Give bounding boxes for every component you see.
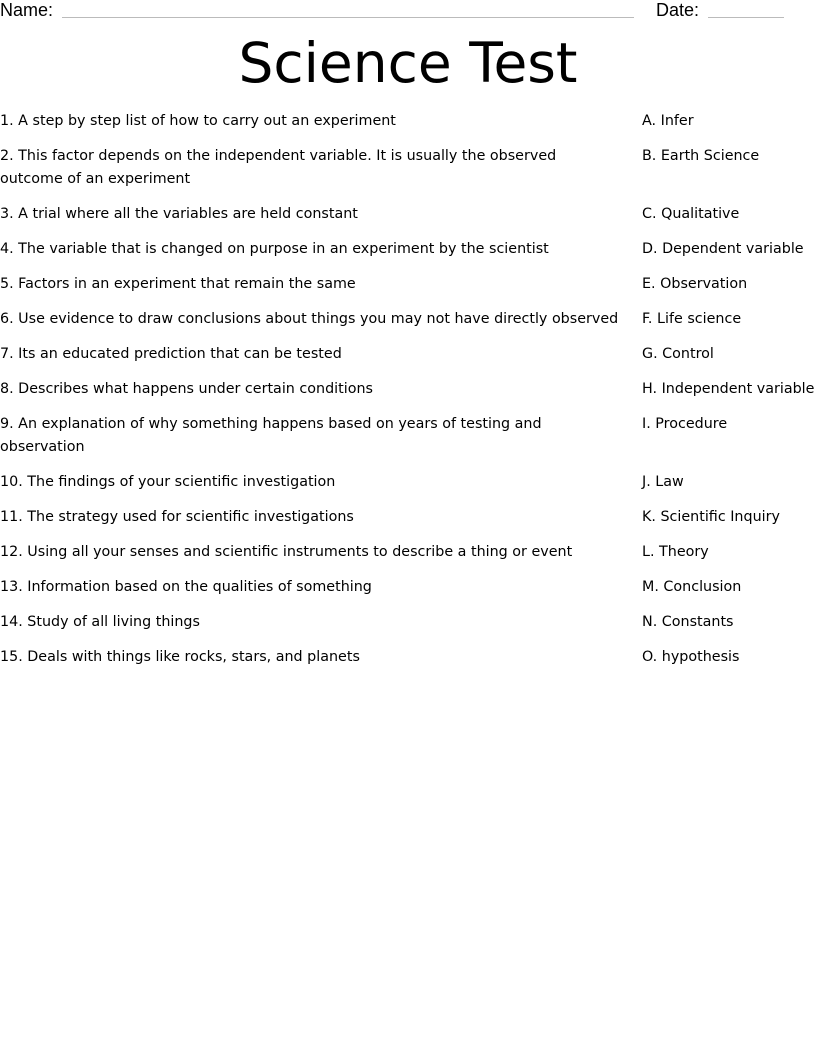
question-item: 6. Use evidence to draw conclusions about things you may not have directly observed (0, 311, 619, 327)
matching-row (0, 646, 816, 681)
matching-row (0, 110, 816, 145)
answer-choice: I. Procedure (642, 416, 728, 432)
question-item: 15. Deals with things like rocks, stars, and planets (0, 649, 360, 665)
matching-row (0, 308, 816, 343)
question-item: 7. Its an educated prediction that can be tested (0, 346, 342, 362)
matching-row (0, 343, 816, 378)
answer-choice: D. Dependent variable (642, 241, 804, 257)
question-item: 11. The strategy used for scientific investigations (0, 509, 354, 525)
question-item: 2. This factor depends on the independent variable. It is usually the observed outcome of an experiment (0, 148, 557, 187)
date-field-line (708, 17, 784, 18)
matching-row (0, 413, 816, 471)
answer-choice: A. Infer (642, 113, 694, 129)
answer-choice: L. Theory (642, 544, 709, 560)
matching-row (0, 541, 816, 576)
matching-row (0, 238, 816, 273)
matching-row (0, 471, 816, 506)
question-item: 4. The variable that is changed on purpose in an experiment by the scientist (0, 241, 549, 257)
answer-choice: F. Life science (642, 311, 742, 327)
answer-choice: E. Observation (642, 276, 748, 292)
matching-row (0, 145, 816, 203)
question-item: 10. The findings of your scientific investigation (0, 474, 336, 490)
question-item: 9. An explanation of why something happens based on years of testing and observation (0, 416, 542, 455)
question-item: 14. Study of all living things (0, 614, 200, 630)
question-item: 3. A trial where all the variables are held constant (0, 206, 358, 222)
question-item: 1. A step by step list of how to carry out an experiment (0, 113, 396, 129)
name-label: Name: (0, 0, 54, 20)
date-label: Date: (656, 0, 700, 20)
answer-choice: C. Qualitative (642, 206, 740, 222)
answer-choice: K. Scientific Inquiry (642, 509, 780, 525)
matching-row (0, 203, 816, 238)
answer-choice: H. Independent variable (642, 381, 815, 397)
answer-choice: M. Conclusion (642, 579, 742, 595)
matching-list (0, 110, 816, 681)
matching-row (0, 273, 816, 308)
answer-choice: B. Earth Science (642, 148, 760, 164)
worksheet-header (0, 0, 816, 22)
matching-row (0, 576, 816, 611)
matching-row (0, 378, 816, 413)
question-item: 8. Describes what happens under certain conditions (0, 381, 373, 397)
name-field-line (62, 17, 634, 18)
answer-choice: N. Constants (642, 614, 734, 630)
matching-row (0, 506, 816, 541)
answer-choice: G. Control (642, 346, 714, 362)
answer-choice: O. hypothesis (642, 649, 740, 665)
matching-row (0, 611, 816, 646)
question-item: 13. Information based on the qualities of something (0, 579, 372, 595)
question-item: 12. Using all your senses and scientific instruments to describe a thing or event (0, 544, 573, 560)
page-title: Science Test (238, 31, 578, 95)
question-item: 5. Factors in an experiment that remain the same (0, 276, 356, 292)
answer-choice: J. Law (642, 474, 684, 490)
